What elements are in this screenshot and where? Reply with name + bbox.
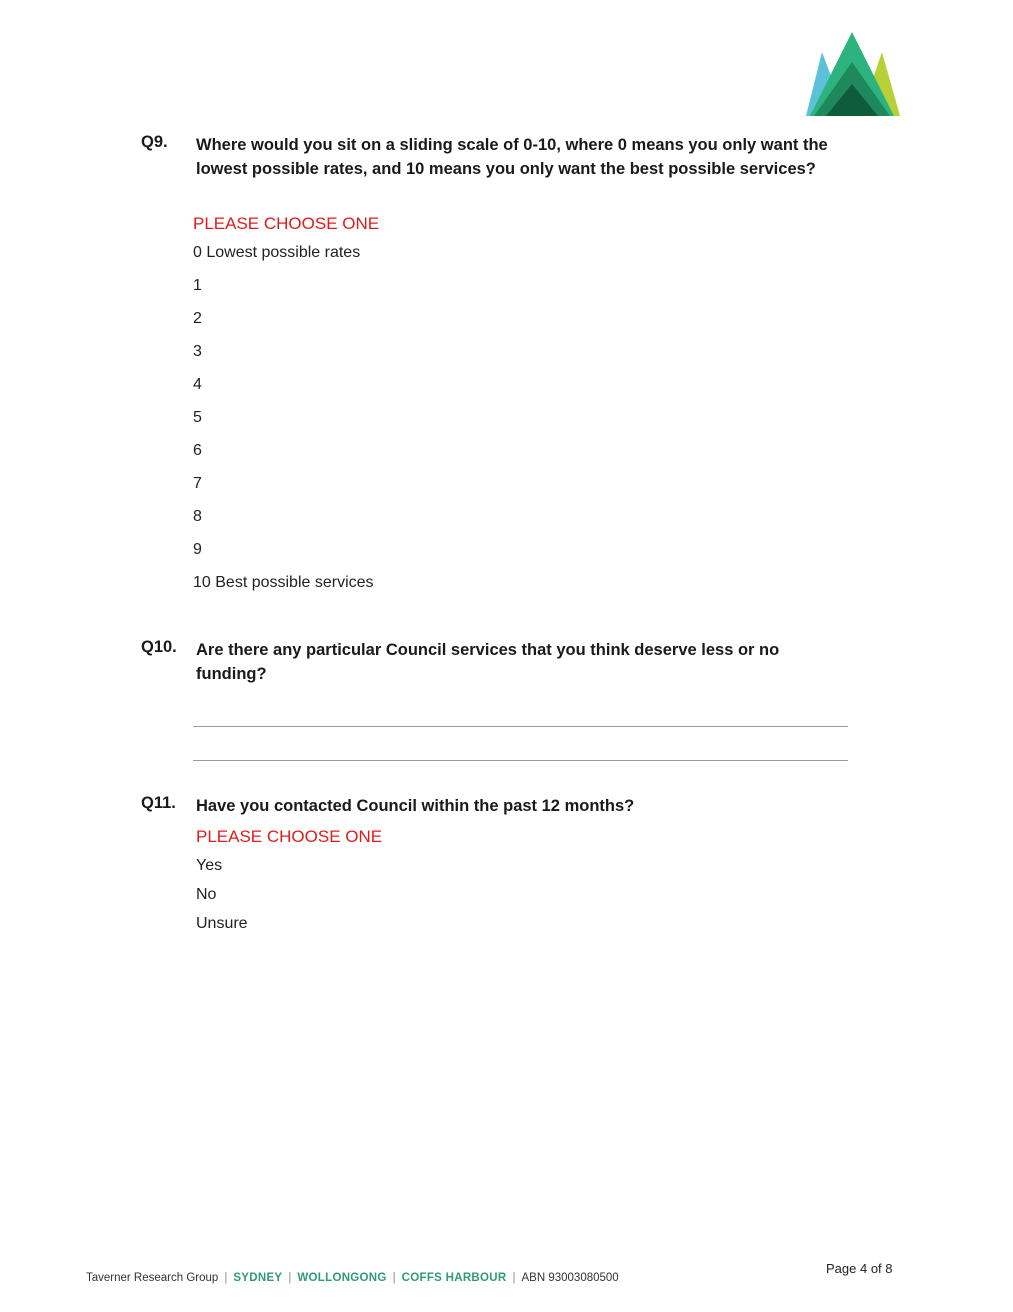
answer-line[interactable] <box>193 760 848 761</box>
answer-option[interactable]: Unsure <box>196 915 248 932</box>
answer-option[interactable]: 0 Lowest possible rates <box>193 244 361 261</box>
answer-option[interactable]: 10 Best possible services <box>193 574 374 591</box>
separator: | <box>512 1272 516 1284</box>
separator: | <box>224 1272 228 1284</box>
mountain-logo-icon <box>804 32 900 118</box>
separator: | <box>392 1272 396 1284</box>
city-sydney: SYDNEY <box>233 1272 283 1284</box>
footer <box>86 1272 619 1284</box>
question-text: Where would you sit on a sliding scale of 0-10, where 0 means you only want the lowest possible rates, and 10 means you only want the best possible services? <box>196 136 828 178</box>
question-q9 <box>141 133 841 213</box>
question-q10 <box>141 638 841 694</box>
question-number: Q9. <box>141 133 168 151</box>
question-number: Q10. <box>141 638 177 656</box>
abn-number: ABN 93003080500 <box>521 1272 619 1284</box>
answer-option[interactable]: Yes <box>196 857 223 874</box>
answer-option[interactable]: 4 <box>193 376 202 393</box>
question-text: Have you contacted Council within the past 12 months? <box>196 797 635 815</box>
answer-option[interactable]: 9 <box>193 541 202 558</box>
answer-option[interactable]: 3 <box>193 343 202 360</box>
answer-line[interactable] <box>193 726 848 727</box>
page-number: Page 4 of 8 <box>826 1261 893 1276</box>
answer-option[interactable]: No <box>196 886 217 903</box>
company-name: Taverner Research Group <box>86 1272 219 1284</box>
answer-option[interactable]: 5 <box>193 409 202 426</box>
question-text: Are there any particular Council services that you think deserve less or no funding? <box>196 641 780 683</box>
question-q11 <box>141 794 841 824</box>
city-coffs-harbour: COFFS HARBOUR <box>401 1272 507 1284</box>
answer-option[interactable]: 7 <box>193 475 202 492</box>
answer-option[interactable]: 8 <box>193 508 202 525</box>
answer-option[interactable]: 2 <box>193 310 202 327</box>
separator: | <box>288 1272 292 1284</box>
choose-one-instruction: PLEASE CHOOSE ONE <box>196 827 383 846</box>
city-wollongong: WOLLONGONG <box>297 1272 387 1284</box>
choose-one-instruction: PLEASE CHOOSE ONE <box>193 214 380 233</box>
answer-option[interactable]: 1 <box>193 277 202 294</box>
question-number: Q11. <box>141 794 176 812</box>
answer-option[interactable]: 6 <box>193 442 202 459</box>
